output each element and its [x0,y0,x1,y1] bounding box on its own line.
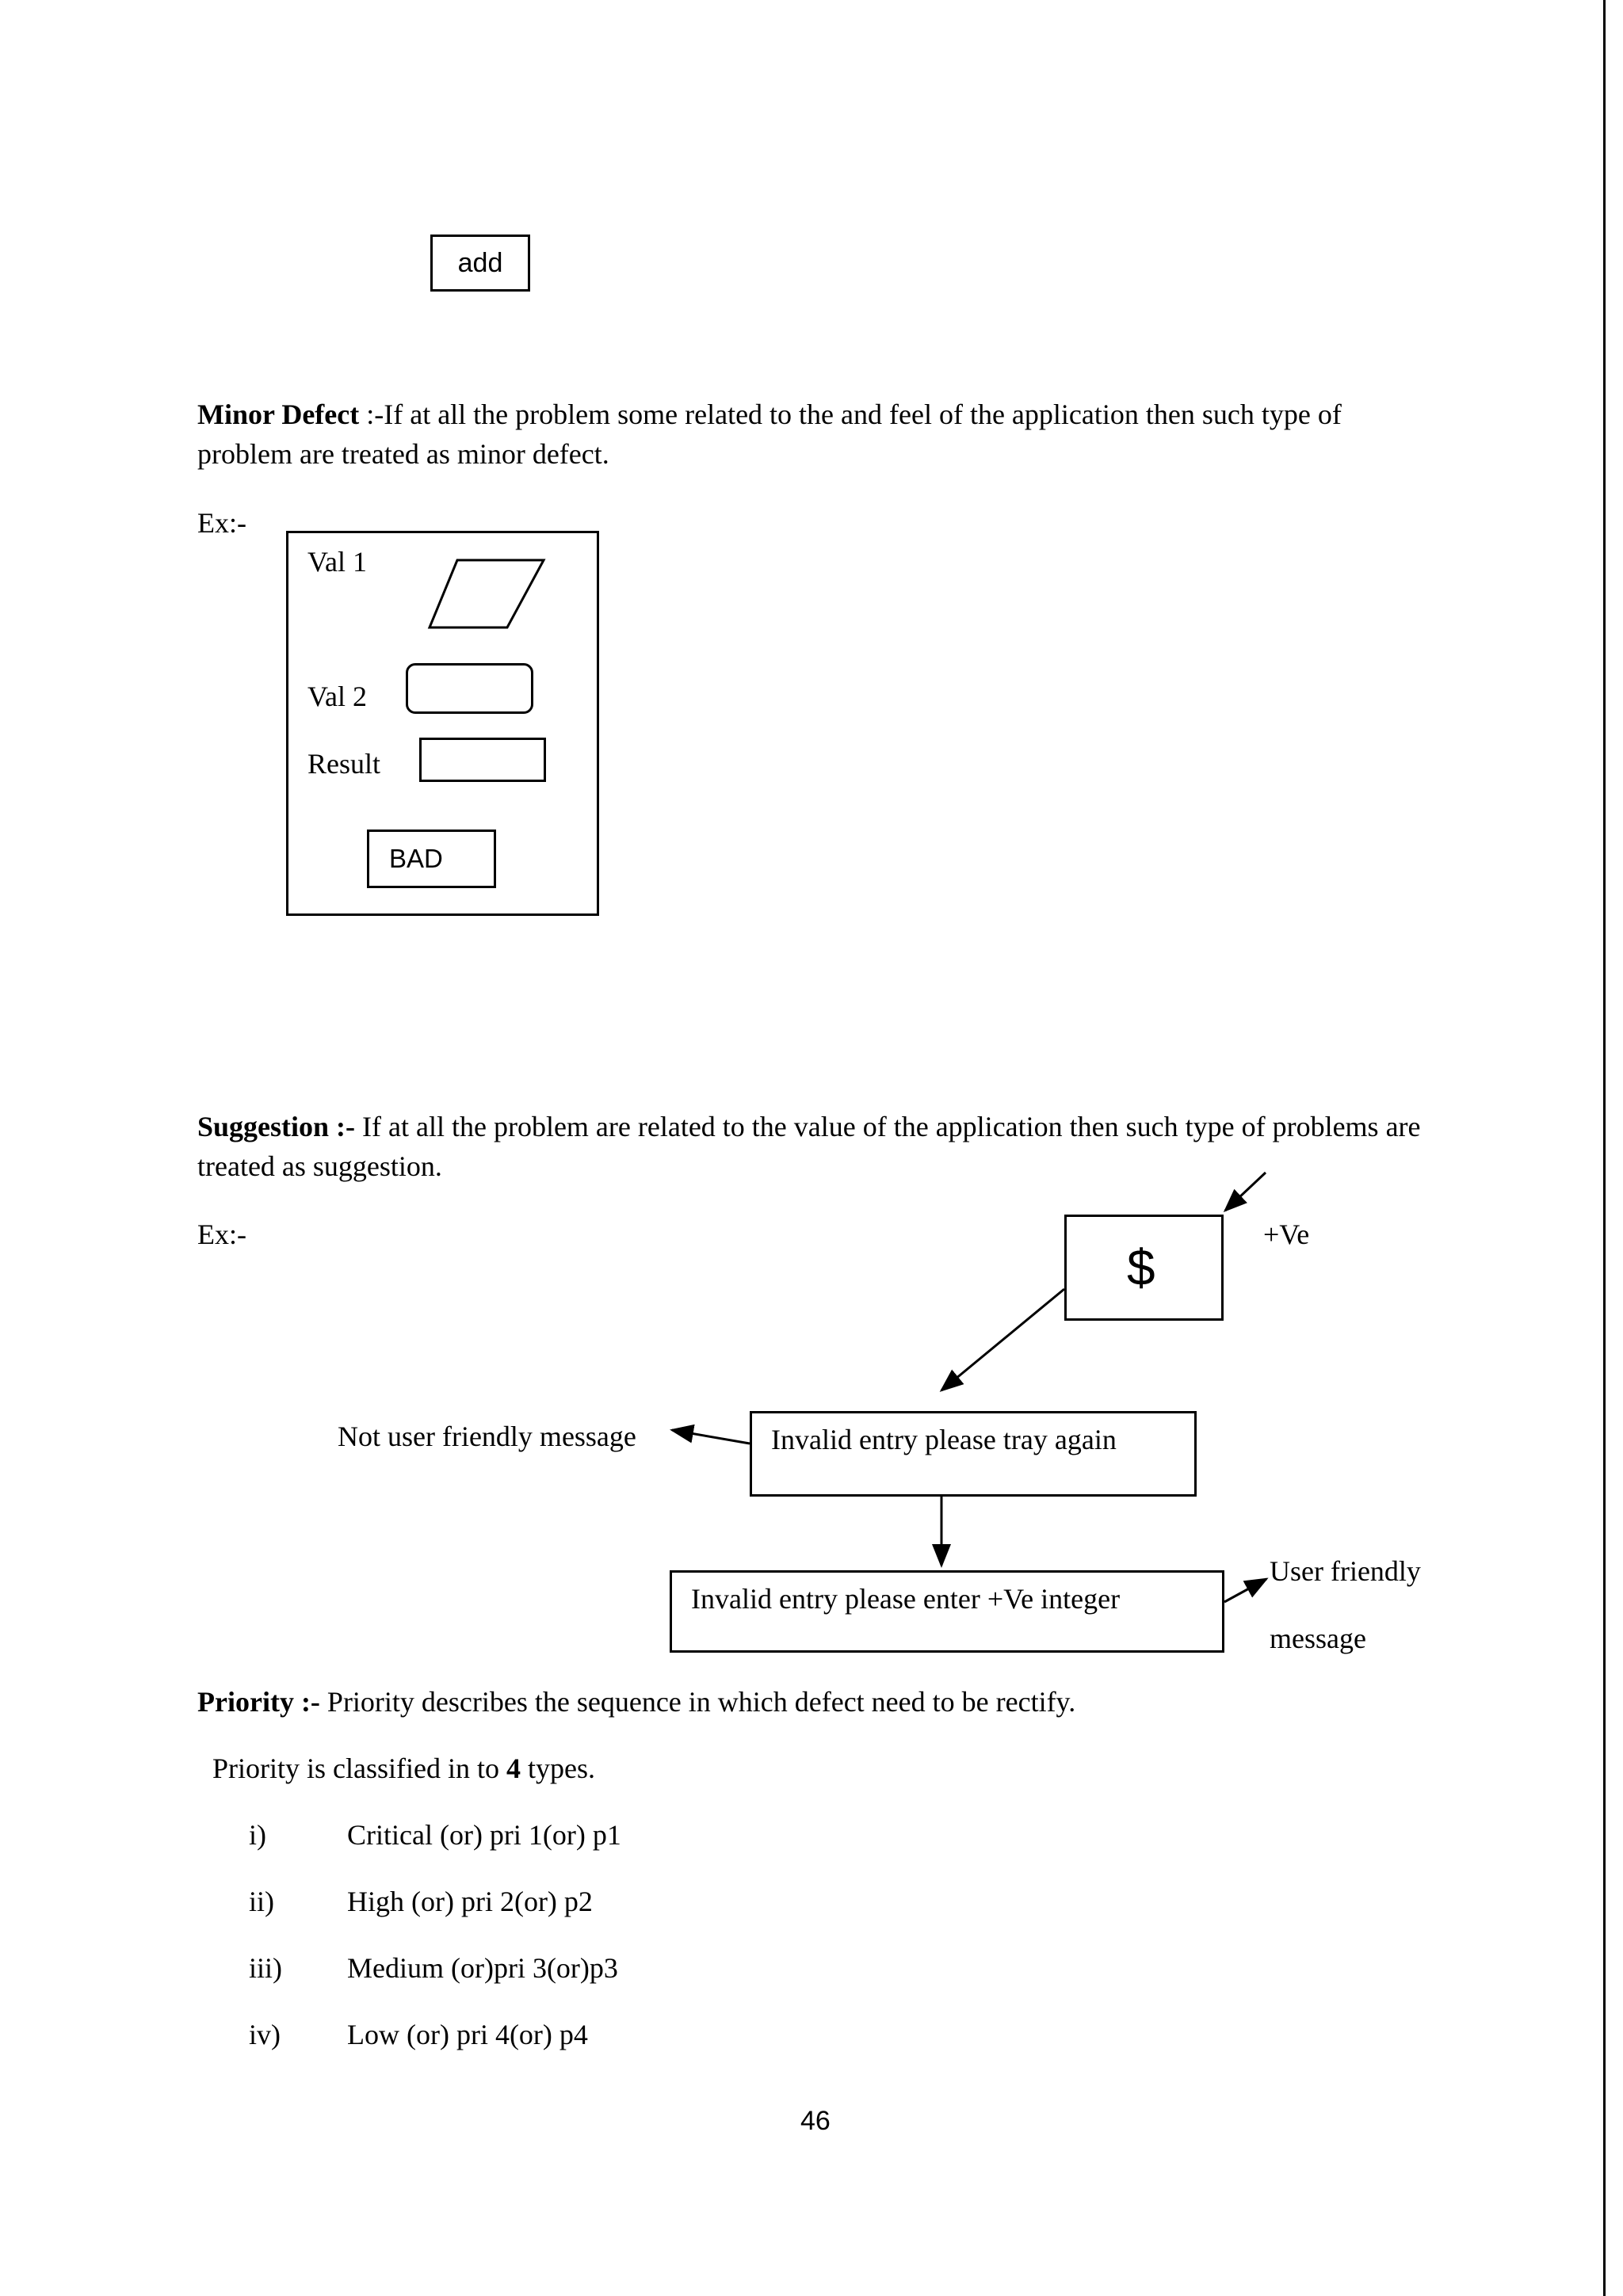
minor-defect-term: Minor Defect [197,399,360,430]
minor-example-label: Ex:- [197,507,246,539]
val1-input-parallelogram [430,560,544,627]
not-user-friendly-label: Not user friendly message [338,1421,636,1452]
val1-label: Val 1 [307,546,367,578]
result-label: Result [307,748,381,780]
user-friendly-label-line2: message [1270,1623,1366,1654]
good-to-friendly-arrow [1224,1579,1266,1602]
page-number: 46 [800,2106,831,2136]
list-item-number: iv) [249,2019,281,2050]
bad-to-not-friendly-arrow [672,1430,750,1444]
suggestion-text: If at all the problem are related to the value of the application then such type of problems are treated as suggestion. [197,1111,1421,1182]
priority-intro-after: types. [520,1753,595,1784]
user-friendly-label-line1: User friendly [1270,1555,1421,1587]
bad-button-label: BAD [389,844,443,873]
priority-text: Priority describes the sequence in which defect need to be rectify. [319,1686,1076,1718]
list-item-number: ii) [249,1886,274,1917]
minor-defect-text: :-If at all the problem some related to the and feel of the application then such type of problem are treated as minor defect. [197,399,1342,470]
positive-arrow [1225,1173,1266,1211]
list-item-number: i) [249,1819,266,1851]
list-item-text: Critical (or) pri 1(or) p1 [347,1819,621,1851]
bad-message-text: Invalid entry please tray again [771,1424,1117,1455]
priority-term: Priority :- [197,1686,320,1718]
priority-intro-before: Priority is classified in to [212,1753,506,1784]
dollar-to-bad-arrow [941,1289,1064,1390]
suggestion-example-label: Ex:- [197,1219,246,1250]
list-item-text: Low (or) pri 4(or) p4 [347,2019,588,2050]
suggestion-term: Suggestion :- [197,1111,356,1142]
good-message-text: Invalid entry please enter +Ve integer [691,1583,1121,1615]
add-button-label: add [457,248,503,278]
dollar-symbol: $ [1127,1239,1155,1296]
priority-paragraph [197,1682,1434,1722]
priority-intro-count: 4 [506,1753,521,1784]
list-item-text: Medium (or)pri 3(or)p3 [347,1952,618,1984]
positive-label: +Ve [1263,1219,1310,1250]
val2-label: Val 2 [307,681,367,712]
list-item-number: iii) [249,1952,282,1984]
priority-intro [212,1749,595,1788]
list-item-text: High (or) pri 2(or) p2 [347,1886,593,1917]
